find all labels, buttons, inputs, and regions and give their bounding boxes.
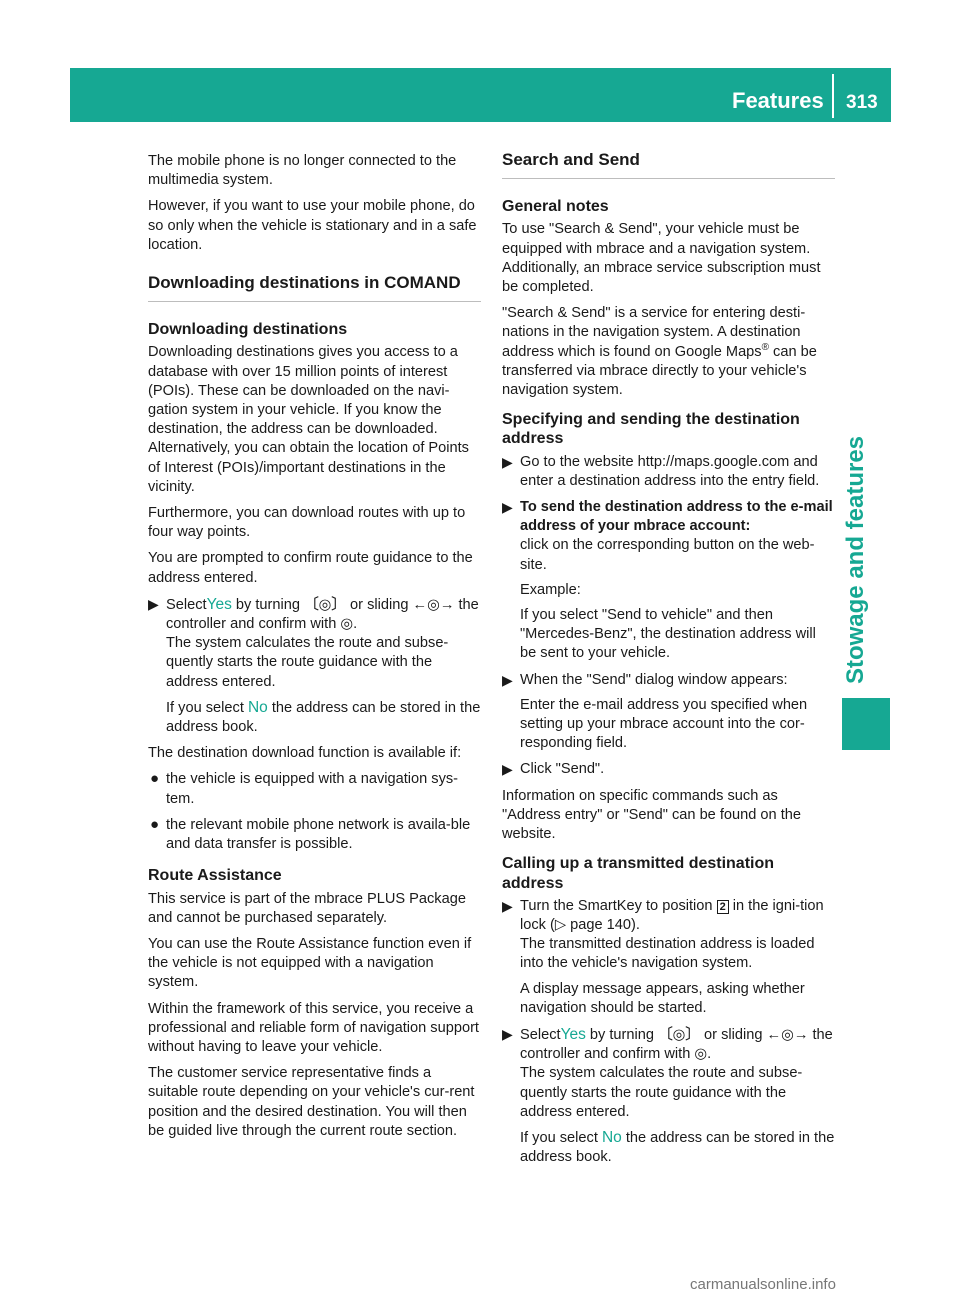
controller-turn-icon: 〔◎〕: [658, 1026, 700, 1043]
bullet-icon: ●: [150, 770, 160, 788]
subheading-downloading-destinations: Downloading destinations: [148, 321, 348, 339]
option-no: No: [601, 1128, 622, 1146]
controller-slide-icon: ←◎→: [766, 1026, 809, 1043]
page-reference[interactable]: page 140).: [566, 916, 640, 933]
side-tab-marker: [842, 698, 890, 750]
registered-mark: ®: [761, 341, 769, 353]
page-number: 313: [846, 92, 878, 113]
instruction-step: ▶ SelectYes by turning 〔◎〕 or sliding ←◎→ the controller and confirm with ◎. The system calculates the route and subse-quently starts the route guidance with the address entered. If you select No the address can be stored in the address book.: [148, 595, 481, 736]
bullet-icon: ●: [150, 815, 160, 833]
step-arrow-icon: ▶: [502, 897, 513, 914]
subheading-specifying: Specifying and sending the destination address: [502, 411, 800, 448]
intro-paragraph: However, if you want to use your mobile phone, do so only when the vehicle is stationary and in a safe location.: [148, 198, 477, 253]
body-paragraph: This service is part of the mbrace PLUS Package and cannot be purchased separately.: [148, 890, 466, 926]
body-paragraph: You can use the Route Assistance function even if the vehicle is not equipped with a navigation system.: [148, 935, 472, 991]
body-paragraph: "Search & Send" is a service for entering desti-nations in the navigation system. A destination address which is found on Google Maps® can be transferred via mbrace directly to your vehicle's navigation system.: [502, 305, 817, 399]
right-column: [502, 150, 835, 1174]
watermark: carmanualsonline.info: [690, 1276, 836, 1293]
instruction-step: ▶ Click "Send".: [502, 760, 835, 779]
section-title-downloading: Downloading destinations in COMAND: [148, 273, 481, 302]
intro-paragraph: The mobile phone is no longer connected to the multimedia system.: [148, 153, 457, 189]
list-item: ● the vehicle is equipped with a navigation sys-tem.: [150, 770, 459, 807]
controller-press-icon: ◎: [340, 616, 354, 633]
position-2-icon: 2: [717, 900, 729, 914]
body-paragraph: The customer service representative finds a suitable route depending on your vehicle's cur-rent position and the desired destination. You will then be guided live through the current route section.: [148, 1065, 475, 1139]
page-ref-arrow-icon: ▷: [554, 916, 567, 933]
step-arrow-icon: ▶: [502, 453, 513, 470]
side-tab-label: Stowage and features: [842, 435, 869, 685]
left-column: [148, 152, 481, 1148]
body-paragraph: Information on specific commands such as "Address entry" or "Send" can be found on the website.: [502, 787, 802, 843]
instruction-step: ▶ SelectYes by turning 〔◎〕 or sliding ←◎→ the controller and confirm with ◎. The system calculates the route and subse-quently starts the route guidance with the address entered. If you select No the address can be stored in the address book.: [502, 1025, 835, 1166]
body-paragraph: To use "Search & Send", your vehicle must be equipped with mbrace and a navigation system. Additionally, an mbrace service subscription must be completed.: [502, 221, 821, 296]
step-arrow-icon: ▶: [148, 595, 159, 612]
controller-press-icon: ◎: [694, 1046, 708, 1063]
body-paragraph: Within the framework of this service, you receive a professional and reliable form of navigation support without having to leave your vehicle.: [148, 1000, 479, 1055]
controller-slide-icon: ←◎→: [412, 596, 455, 613]
controller-turn-icon: 〔◎〕: [304, 596, 346, 613]
body-paragraph: You are prompted to confirm route guidance to the address entered.: [148, 550, 473, 586]
section-title-search-send: Search and Send: [502, 150, 835, 179]
step-arrow-icon: ▶: [502, 1025, 513, 1042]
step-arrow-icon: ▶: [502, 761, 513, 778]
body-paragraph: The destination download function is available if:: [148, 745, 462, 762]
option-yes: Yes: [560, 1025, 586, 1043]
subheading-calling-up: Calling up a transmitted destination address: [502, 855, 775, 892]
body-paragraph: Downloading destinations gives you access to a database with over 15 million points of interest (POIs). These can be downloaded on the navi-gation system in your vehicle. If you know the destination, the address can be downloaded. Alternatively, you can obtain the location of Points of Interest (POIs)/important destinations in the vicinity.: [148, 344, 469, 495]
body-paragraph: Furthermore, you can download routes with up to four way points.: [148, 505, 466, 541]
instruction-step: ▶ To send the destination address to the e-mail address of your mbrace account: click on the corresponding button on the web-site. Example: If you select "Send to vehicle" and then "Mercedes-Benz", the destination address will be sent to your vehicle.: [502, 499, 833, 662]
instruction-step: ▶ When the "Send" dialog window appears: Enter the e-mail address you specified when setting up your mbrace account into the cor-responding field.: [502, 671, 808, 752]
subheading-route-assistance: Route Assistance: [148, 867, 282, 885]
header-title: Features: [732, 88, 824, 113]
instruction-step: ▶ Go to the website http://maps.google.com and enter a destination address into the entry field.: [502, 453, 820, 489]
step-arrow-icon: ▶: [502, 499, 513, 516]
instruction-step: ▶ Turn the SmartKey to position 2 in the igni-tion lock (▷ page 140). The transmitted destination address is loaded into the vehicle's navigation system. A display message appears, asking whether navigation should be started.: [502, 897, 824, 1016]
list-item: ● the relevant mobile phone network is availa-ble and data transfer is possible.: [150, 815, 471, 853]
header-divider: [832, 74, 834, 118]
option-yes: Yes: [206, 595, 232, 613]
subheading-general-notes: General notes: [502, 198, 609, 216]
step-arrow-icon: ▶: [502, 671, 513, 688]
option-no: No: [247, 698, 268, 716]
